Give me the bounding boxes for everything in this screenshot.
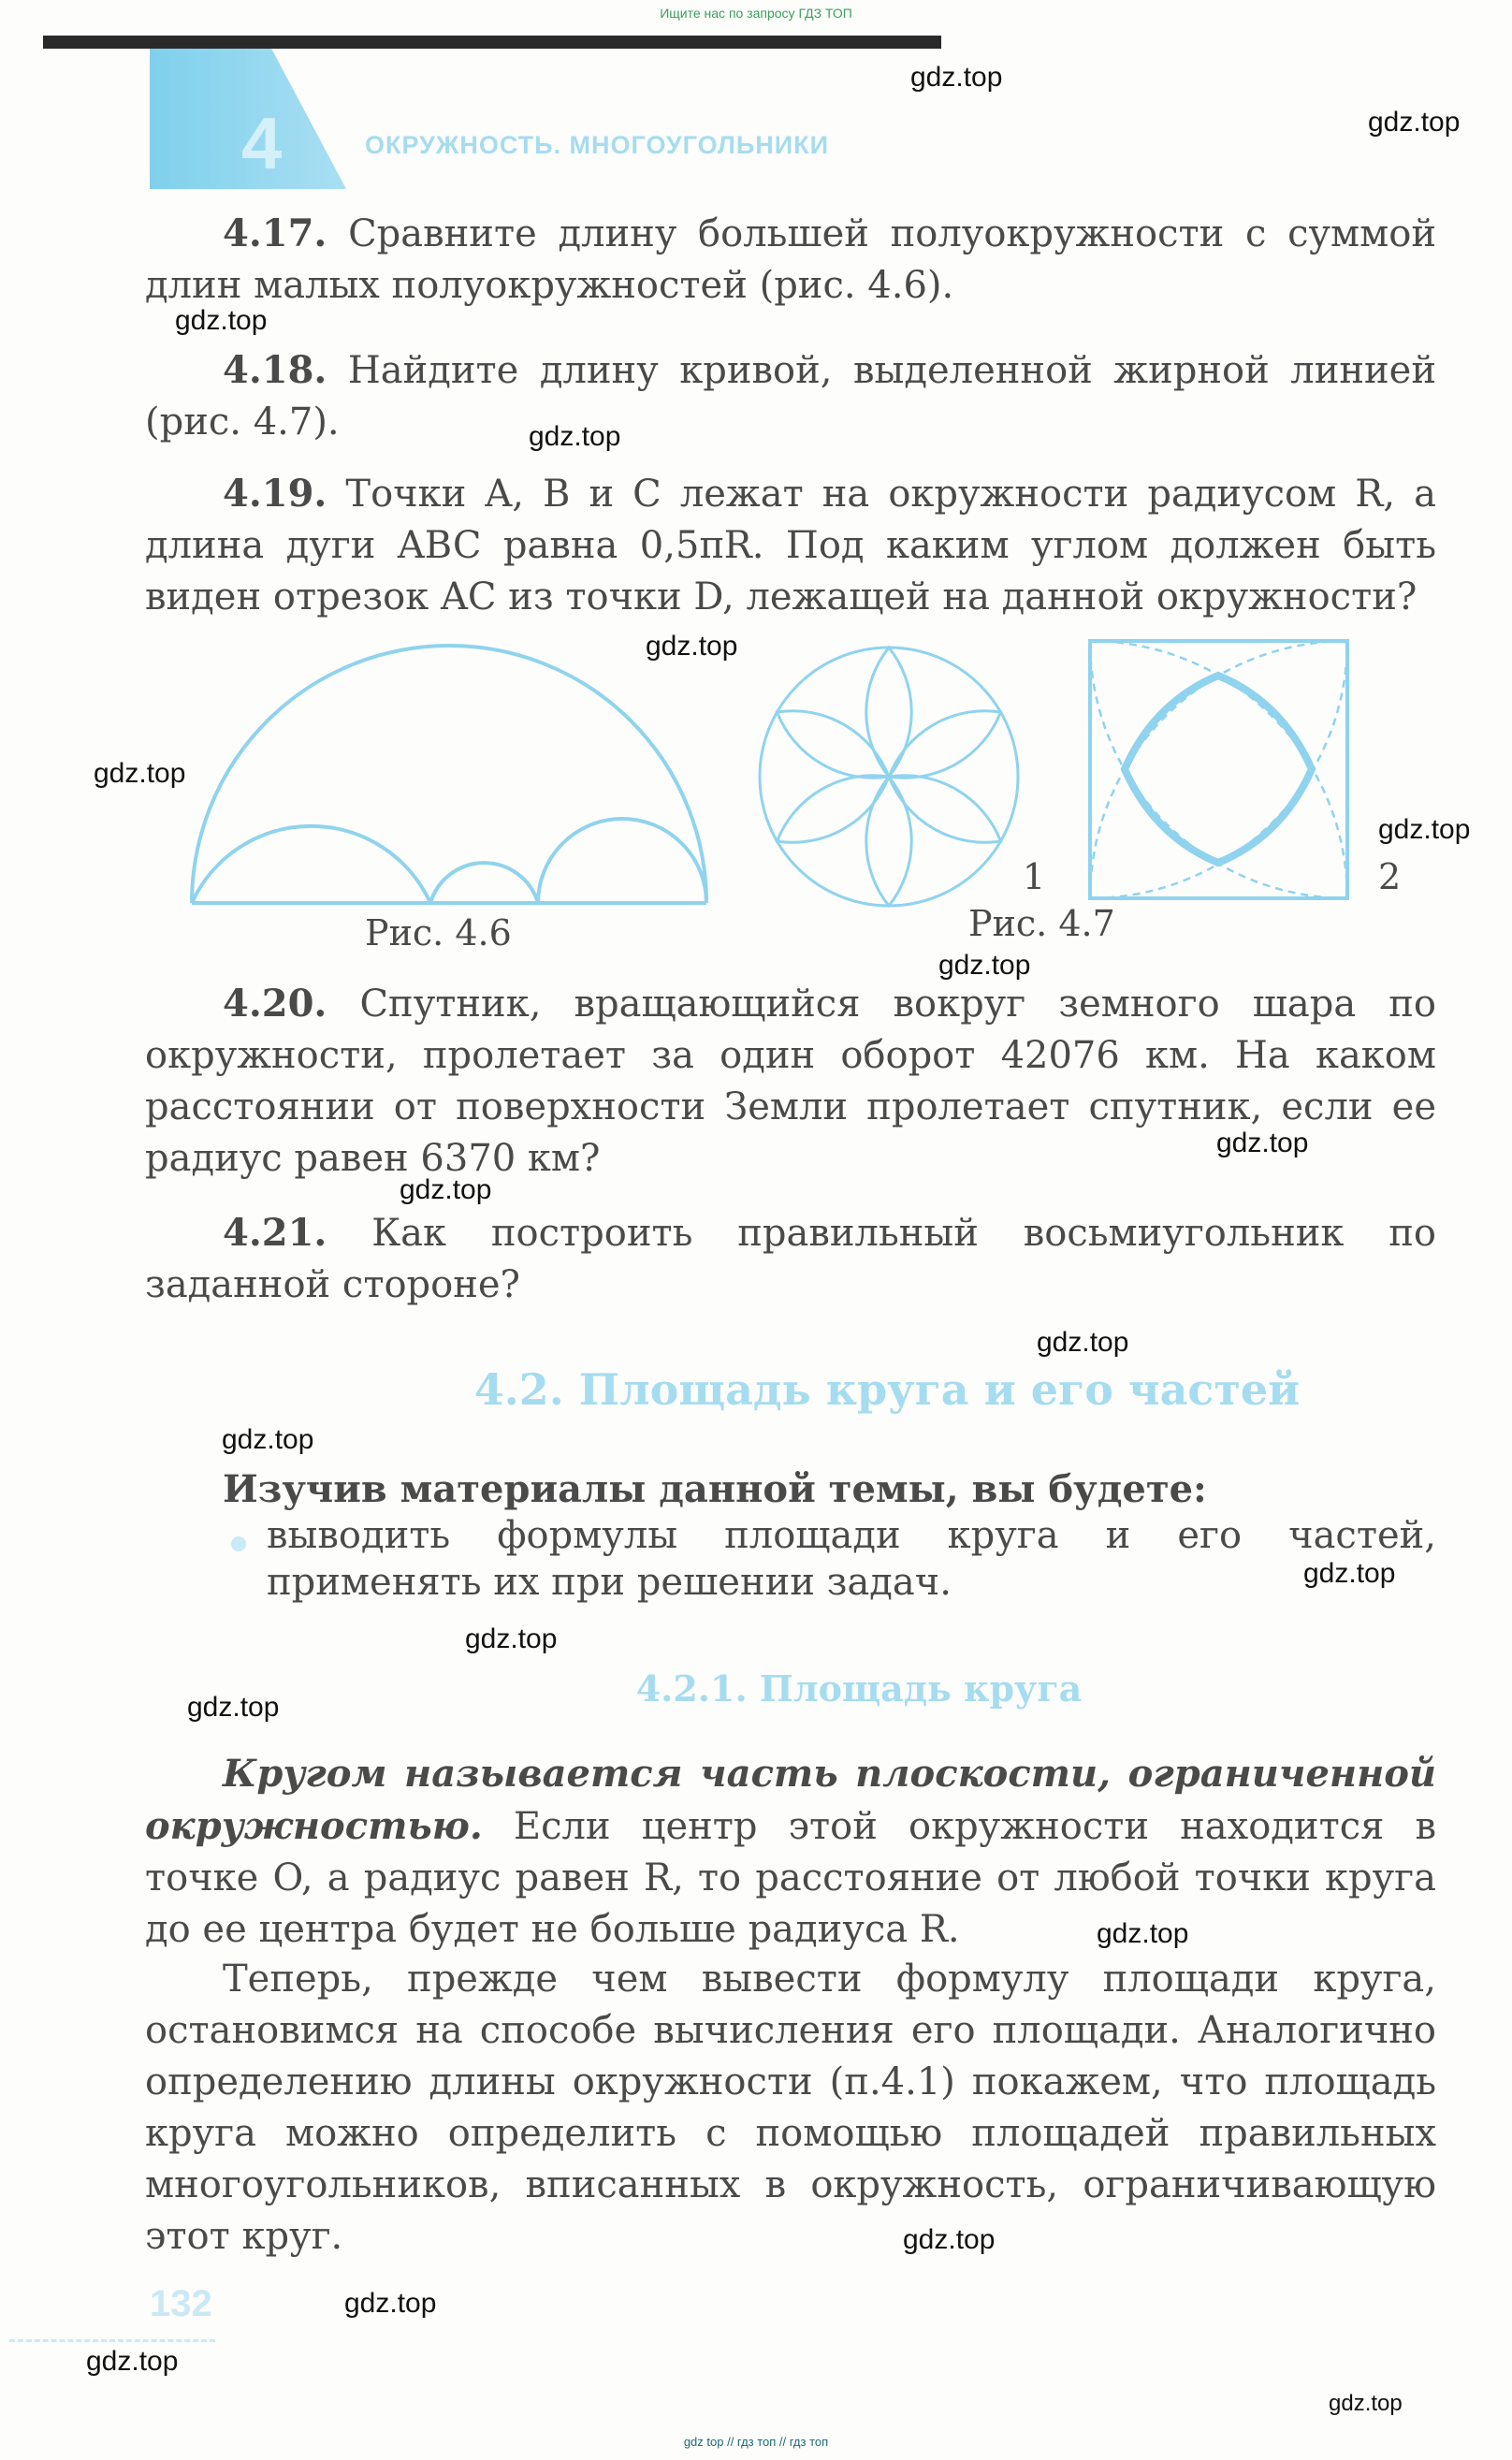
problem-4-18	[145, 344, 1436, 448]
problem-text: Как построить правильный восьмиугольник по заданной стороне?	[145, 1212, 1436, 1306]
problem-text: Сравните длину большей полуокружности с суммой длин малых полуокружностей (рис. 4.6).	[145, 212, 1436, 307]
problem-4-17	[145, 208, 1436, 312]
problem-number: 4.21.	[223, 1211, 327, 1255]
bold-curve	[1125, 676, 1312, 863]
subsection-title: 4.2.1. Площадь круга	[635, 1667, 1083, 1710]
watermark: gdz.top	[910, 62, 1003, 93]
problem-number: 4.18.	[223, 348, 327, 392]
watermark: gdz.top	[175, 305, 268, 336]
watermark: gdz.top	[400, 1174, 492, 1205]
figure-label-1: 1	[1023, 856, 1046, 897]
paragraph-2: Теперь, прежде чем вывести формулу площади круга, остановимся на способе вычисления его площади. Аналогично определению длины окружности (п.4.1) покажем, что площадь круга можно определить с помощью площадей правильных многоугольников, вписанных в окружность, ограничивающую этот круг.	[145, 1958, 1436, 2258]
watermark: gdz.top	[529, 421, 621, 452]
petal	[866, 777, 911, 906]
goal-item: выводить формулы площади круга и его частей, применять их при решении задач.	[267, 1514, 1436, 1604]
watermark: gdz.top	[1329, 2391, 1403, 2416]
bottom-note: gdz top // гдз топ // гдз топ	[683, 2435, 829, 2449]
figure-4-7-rosette	[758, 646, 1020, 908]
chapter-number: 4	[241, 102, 283, 184]
figure-4-7-square	[1085, 636, 1352, 903]
rosette-petals	[778, 648, 1001, 906]
watermark: gdz.top	[646, 631, 738, 662]
chapter-title: ОКРУЖНОСТЬ. МНОГОУГОЛЬНИКИ	[365, 131, 830, 159]
small-semicircle	[192, 826, 430, 903]
section-title: 4.2. Площадь круга и его частей	[473, 1364, 1301, 1415]
problem-4-19	[145, 468, 1436, 623]
figure-4-6-caption: Рис. 4.6	[365, 912, 512, 953]
petal	[866, 648, 911, 777]
watermark: gdz.top	[222, 1424, 314, 1455]
problem-4-21	[145, 1207, 1436, 1311]
small-semicircle	[430, 863, 538, 903]
watermark: gdz.top	[86, 2346, 179, 2377]
figure-label-2: 2	[1378, 856, 1402, 897]
large-semicircle	[192, 646, 706, 903]
definition-text: Кругом называется часть плоскости, ограниченной окружностью.	[145, 1752, 1436, 1848]
watermark: gdz.top	[1303, 1558, 1396, 1589]
figure-4-6-semicircles	[182, 646, 716, 908]
figure-4-7-caption: Рис. 4.7	[968, 903, 1115, 944]
problem-text: Спутник, вращающийся вокруг земного шара по окружности, пролетает за один оборот 42076 км. На каком расстоянии от поверхности Земли пролетает спутник, если ее радиус равен 6370 км?	[145, 983, 1437, 1180]
watermark: gdz.top	[1368, 107, 1461, 138]
problem-4-20	[145, 978, 1436, 1185]
watermark: gdz.top	[187, 1692, 280, 1723]
problem-number: 4.17.	[223, 211, 327, 255]
page-number: 132	[150, 2283, 212, 2324]
small-semicircle	[538, 819, 706, 903]
watermark: gdz.top	[1037, 1327, 1129, 1358]
problem-text: Найдите длину кривой, выделенной жирной линией (рис. 4.7).	[145, 349, 1436, 444]
problem-text: Точки A, B и C лежат на окружности радиусом R, а длина дуги ABC равна 0,5πR. Под каким углом должен быть виден отрезок AC из точки D, лежащей на данной окружности?	[145, 473, 1436, 619]
watermark: gdz.top	[94, 758, 186, 789]
problem-number: 4.19.	[223, 472, 327, 516]
watermark: gdz.top	[938, 950, 1031, 981]
top-note: Ищите нас по запросу ГДЗ ТОП	[660, 6, 852, 21]
watermark: gdz.top	[1097, 1918, 1189, 1949]
definition-rest: Если центр этой окружности находится в точке O, а радиус равен R, то расстояние от любой точки круга до ее центра будет не больше радиуса R.	[145, 1805, 1436, 1951]
goals-heading: Изучив материалы данной темы, вы будете:	[223, 1467, 1207, 1511]
watermark: gdz.top	[465, 1623, 558, 1654]
watermark: gdz.top	[1378, 814, 1471, 845]
header-rule	[43, 36, 941, 49]
watermark: gdz.top	[1216, 1128, 1309, 1158]
bullet-icon	[231, 1536, 246, 1551]
watermark: gdz.top	[903, 2224, 996, 2255]
watermark: gdz.top	[344, 2288, 437, 2319]
definition-paragraph	[145, 1748, 1436, 1956]
footer-dash	[9, 2339, 215, 2342]
problem-number: 4.20.	[223, 982, 327, 1026]
